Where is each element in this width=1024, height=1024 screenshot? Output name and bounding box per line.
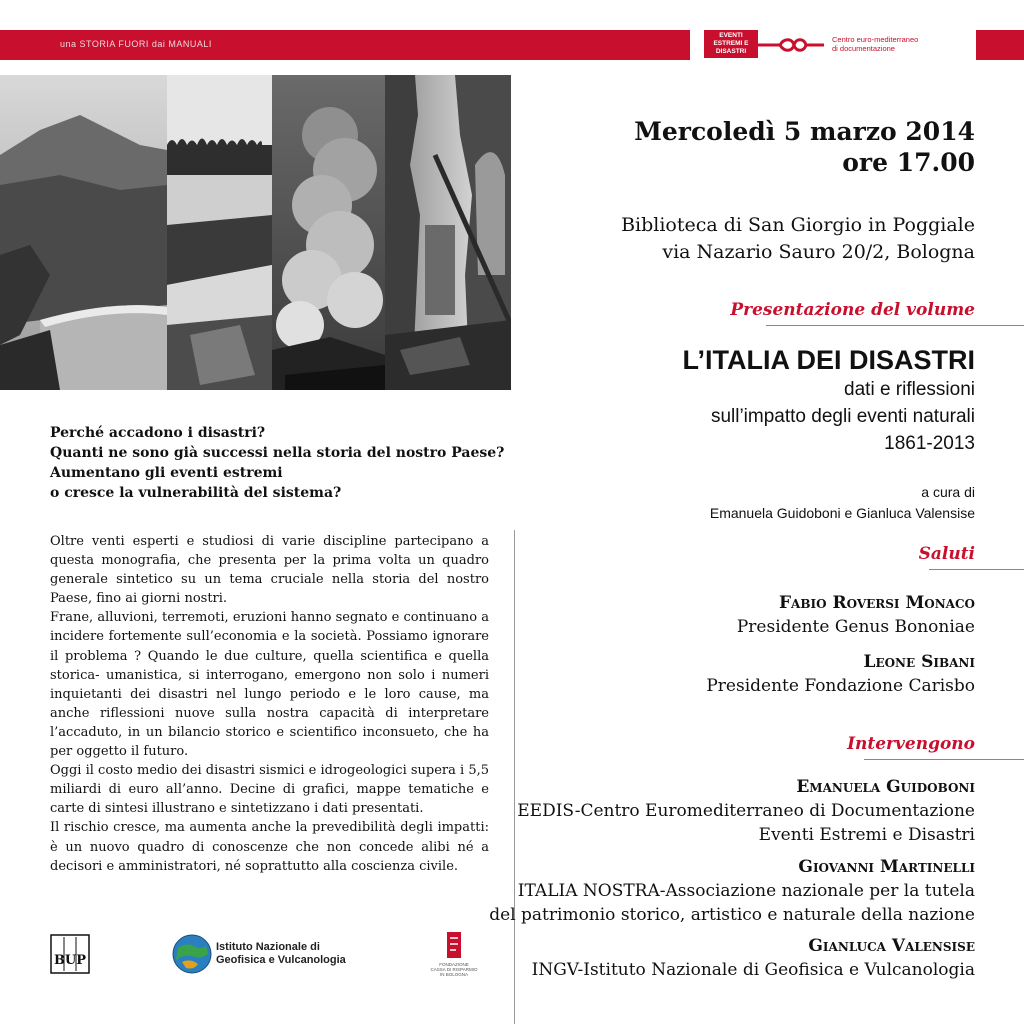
person-name: Giovanni Martinelli [798, 857, 975, 877]
ingv-name: Istituto Nazionale di Geofisica e Vulcanologia [216, 941, 346, 966]
photo-earthquake-ruins [385, 75, 511, 390]
body-text [50, 532, 489, 876]
person-role: ITALIA NOSTRA-Associazione nazionale per la tutela [517, 881, 975, 901]
disaster-photo-collage [0, 75, 511, 390]
curated-label: a cura di [921, 484, 975, 500]
venue-name: Biblioteca di San Giorgio in Poggiale [621, 214, 975, 236]
event-venue [621, 212, 975, 266]
photo-eruption [272, 75, 385, 390]
person-name: Leone Sibani [863, 652, 975, 672]
header-bar-right [976, 30, 1024, 60]
eedis-logo [704, 30, 974, 60]
eedis-name: Centro euro-mediterraneo di documentazione [832, 35, 919, 53]
book-editors [710, 482, 975, 524]
fondazione-carisbo-logo [418, 930, 490, 978]
body-paragraph: Oggi il costo medio dei disastri sismici e idrogeologici supera i 5,5 miliardi di euro all’anno. Decine di grafici, mappe tematiche e carte di sintesi illustrano e sintetizzano i dati presentati. [50, 763, 489, 817]
person-role: INGV-Istituto Nazionale di Geofisica e Vulcanologia [531, 960, 975, 980]
event-datetime [634, 116, 975, 178]
speaker [489, 855, 975, 927]
section-speakers: Intervengono [847, 734, 975, 754]
body-paragraph: Il rischio cresce, ma aumenta anche la prevedibilità degli impatti: è un nuovo quadro di conoscenze che non concede alibi né a decisori e amministratori, né soprattutto alla coscienza civile. [50, 820, 489, 874]
editors-names: Emanuela Guidoboni e Gianluca Valensise [709, 505, 975, 521]
fondazione-name: FONDAZIONE CASSA DI RISPARMIO IN BOLOGNA [430, 962, 478, 977]
photo-dam-valley [0, 75, 167, 390]
book-subtitle: dati e riflessioni sull’impatto degli eventi naturali 1861-2013 [710, 379, 975, 454]
section-divider [766, 325, 1024, 326]
ingv-logo [172, 934, 372, 974]
question-1: Perché accadono i disastri? [50, 425, 266, 441]
section-divider [864, 759, 1024, 760]
svg-text:BUP: BUP [53, 953, 87, 968]
body-paragraph: Oltre venti esperti e studiosi di varie discipline partecipano a questa monografia, che presenta per la prima volta un quadro generale sintetico su un tema cruciale nella storia del nostro Paese, fino ai giorni nostri. [50, 534, 489, 607]
knot-icon [758, 36, 824, 54]
tagline: una STORIA FUORI dai MANUALI [60, 39, 212, 49]
speaker [517, 775, 975, 847]
photo-flood [167, 75, 272, 390]
section-divider [929, 569, 1024, 570]
speaker [532, 934, 975, 982]
book-title: L’ITALIA DEI DISASTRI [682, 345, 975, 375]
eedis-logo-box: EVENTI ESTREMI E DISASTRI [704, 30, 758, 58]
question-4: o cresce la vulnerabilità del sistema? [50, 485, 342, 501]
venue-address: via Nazario Sauro 20/2, Bologna [662, 241, 975, 263]
person-role: EEDIS-Centro Euromediterraneo di Documentazione [517, 801, 975, 821]
globe-icon [172, 934, 212, 974]
person-name: Fabio Roversi Monaco [778, 593, 975, 613]
person-name: Emanuela Guidoboni [796, 777, 975, 797]
greeting-person [737, 591, 975, 639]
header-bar [0, 30, 1024, 60]
person-role: del patrimonio storico, artistico e naturale della nazione [489, 905, 975, 925]
event-time: ore 17.00 [842, 148, 975, 177]
bup-logo [50, 934, 90, 974]
person-role: Eventi Estremi e Disastri [758, 825, 975, 845]
section-presentation: Presentazione del volume [730, 300, 975, 320]
section-greetings: Saluti [918, 544, 975, 564]
person-role: Presidente Fondazione Carisbo [706, 676, 975, 696]
greeting-person [706, 650, 975, 698]
column-divider [514, 530, 515, 1024]
body-paragraph: Frane, alluvioni, terremoti, eruzioni hanno segnato e continuano a incidere fortemente sull’economia e la società. Possiamo ignorare il problema ? Quando le due culture, quella scientifica e quella storica- umanistica, si interrogano, emergono non solo i numeri inquietanti dei disastri nel lungo periodo e le loro cause, ma anche riflessioni nuove sulla nostra capacità di interpretare l’accaduto, in un bilancio storico e scientifico inconsueto, che ha per oggetto il futuro. [50, 610, 489, 760]
question-2: Quanti ne sono già successi nella storia del nostro Paese? [50, 445, 505, 461]
header-bar-left [0, 30, 690, 60]
person-name: Gianluca Valensise [808, 936, 975, 956]
person-role: Presidente Genus Bononiae [736, 617, 975, 637]
fondazione-emblem-icon [418, 930, 490, 962]
event-date: Mercoledì 5 marzo 2014 [634, 117, 975, 146]
question-3: Aumentano gli eventi estremi [50, 465, 283, 481]
questions [50, 423, 510, 503]
